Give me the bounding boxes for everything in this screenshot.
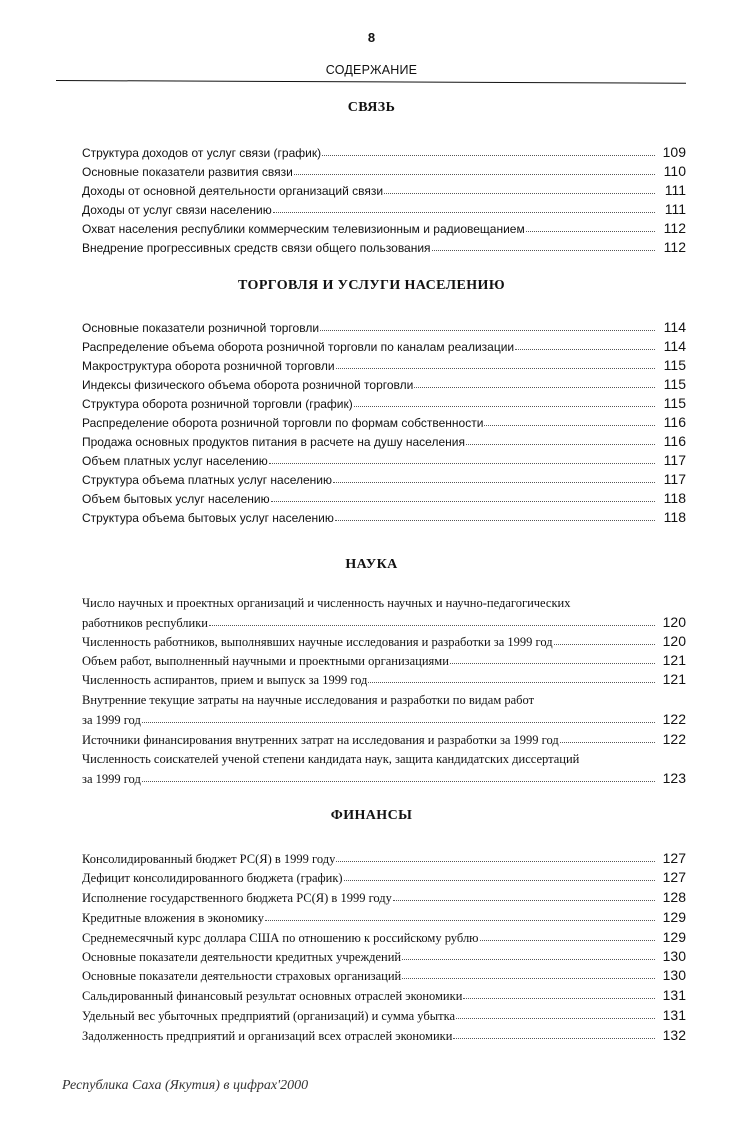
entry-page: 111: [664, 201, 686, 217]
section-title-nauka: НАУКА: [345, 557, 398, 572]
entry-label: Распределение оборота розничной торговли по формам собственности: [82, 416, 484, 430]
entry-label: Объем платных услуг населению: [82, 454, 268, 468]
toc-entry[interactable]: [82, 356, 686, 374]
leader-dots: [336, 368, 655, 369]
entry-label: Дефицит консолидированного бюджета (график): [82, 871, 343, 885]
entry-page: 117: [663, 452, 686, 468]
leader-dots: [456, 1018, 655, 1019]
toc-entry[interactable]: [82, 769, 686, 787]
leader-dots: [384, 193, 655, 194]
entry-label: Структура оборота розничной торговли (график): [82, 397, 353, 411]
entry-page: 112: [663, 239, 686, 255]
entry-page: 111: [664, 182, 686, 198]
toc-entry[interactable]: [82, 670, 686, 688]
entry-label: Доходы от услуг связи населению: [82, 203, 272, 217]
entry-label: Основные показатели деятельности страховых организаций: [82, 969, 402, 983]
toc-entry[interactable]: [82, 651, 686, 669]
toc-entry[interactable]: [82, 613, 686, 631]
page-number: 8: [367, 30, 376, 45]
entry-page: 117: [663, 471, 686, 487]
toc-entry[interactable]: [82, 868, 686, 886]
toc-entry[interactable]: [82, 1006, 686, 1024]
toc-entry[interactable]: [82, 337, 686, 355]
entry-page: 115: [663, 395, 686, 411]
leader-dots: [354, 406, 655, 407]
entry-label: Кредитные вложения в экономику: [82, 911, 264, 925]
toc-entry[interactable]: [82, 849, 686, 867]
entry-label: Сальдированный финансовый результат основных отраслей экономики: [82, 989, 463, 1003]
entry-label: Индексы физического объема оборота розничной торговли: [82, 378, 414, 392]
toc-entry[interactable]: [82, 219, 686, 237]
toc-entry[interactable]: [82, 451, 686, 469]
leader-dots: [554, 644, 655, 645]
entry-page: 116: [663, 414, 686, 430]
entry-page: 115: [663, 376, 686, 392]
toc-entry[interactable]: [82, 888, 686, 906]
toc-entry[interactable]: [82, 375, 686, 393]
entry-page: 130: [662, 948, 686, 964]
entry-label-line1: Численность соискателей ученой степени кандидата наук, защита кандидатских диссертаций: [82, 752, 580, 766]
entry-page: 121: [662, 652, 686, 668]
toc-entry[interactable]: [82, 986, 686, 1004]
leader-dots: [273, 212, 655, 213]
header-rule: [56, 80, 686, 84]
entry-page: 128: [662, 889, 686, 905]
leader-dots: [402, 959, 655, 960]
leader-dots: [333, 482, 655, 483]
toc-entry[interactable]: [82, 966, 686, 984]
entry-page: 110: [663, 163, 686, 179]
entry-page: 112: [663, 220, 686, 236]
toc-entry[interactable]: [82, 947, 686, 965]
toc-entry[interactable]: [82, 413, 686, 431]
entry-label: работников республики: [82, 616, 208, 630]
leader-dots: [515, 349, 655, 350]
toc-entry[interactable]: [82, 143, 686, 161]
entry-page: 120: [662, 614, 686, 630]
entry-page: 122: [662, 711, 686, 727]
entry-page: 131: [662, 987, 686, 1003]
entry-label: Структура объема бытовых услуг населению: [82, 511, 334, 525]
leader-dots: [450, 663, 655, 664]
toc-entry[interactable]: [82, 181, 686, 199]
entry-page: 115: [663, 357, 686, 373]
entry-label: Численность аспирантов, прием и выпуск за 1999 год: [82, 673, 368, 687]
leader-dots: [368, 682, 655, 683]
toc-entry[interactable]: [82, 632, 686, 650]
entry-page: 109: [662, 144, 686, 160]
leader-dots: [271, 501, 655, 502]
entry-page: 114: [663, 338, 686, 354]
toc-entry[interactable]: [82, 238, 686, 256]
entry-label: Численность работников, выполнявших научные исследования и разработки за 1999 год: [82, 635, 553, 649]
leader-dots: [336, 861, 655, 862]
entry-label: Охват населения республики коммерческим телевизионным и радиовещанием: [82, 222, 525, 236]
section-title-torgovlya: ТОРГОВЛЯ И УСЛУГИ НАСЕЛЕНИЮ: [238, 278, 505, 293]
entry-page: 118: [663, 509, 686, 525]
entry-label: Макроструктура оборота розничной торговли: [82, 359, 335, 373]
entry-label: Исполнение государственного бюджета РС(Я) в 1999 году: [82, 891, 392, 905]
toc-entry[interactable]: [82, 470, 686, 488]
entry-label: Консолидированный бюджет РС(Я) в 1999 году: [82, 852, 336, 866]
entry-page: 116: [663, 433, 686, 449]
leader-dots: [322, 155, 655, 156]
leader-dots: [560, 742, 655, 743]
toc-entry[interactable]: [82, 394, 686, 412]
entry-page: 120: [662, 633, 686, 649]
toc-entry[interactable]: [82, 432, 686, 450]
leader-dots: [466, 444, 655, 445]
entry-label: Распределение объема оборота розничной торговли по каналам реализации: [82, 340, 515, 354]
leader-dots: [344, 880, 655, 881]
toc-entry[interactable]: [82, 508, 686, 526]
entry-page: 131: [662, 1007, 686, 1023]
footer-publication-title: Республика Саха (Якутия) в цифрах'2000: [62, 1078, 309, 1093]
section-title-finansy: ФИНАНСЫ: [330, 808, 413, 823]
leader-dots: [142, 722, 655, 723]
entry-label: Среднемесячный курс доллара США по отношению к российскому рублю: [82, 931, 479, 945]
entry-label: Структура доходов от услуг связи (график): [82, 146, 322, 160]
entry-label: Доходы от основной деятельности организаций связи: [82, 184, 384, 198]
toc-entry[interactable]: [82, 318, 686, 336]
leader-dots: [265, 920, 655, 921]
entry-page: 129: [662, 909, 686, 925]
entry-label: Основные показатели розничной торговли: [82, 321, 320, 335]
leader-dots: [432, 250, 655, 251]
entry-page: 118: [663, 490, 686, 506]
leader-dots: [320, 330, 655, 331]
entry-label: Источники финансирования внутренних затрат на исследования и разработки за 1999 год: [82, 733, 559, 747]
leader-dots: [484, 425, 655, 426]
leader-dots: [393, 900, 655, 901]
entry-label: Удельный вес убыточных предприятий (организаций) и сумма убытка: [82, 1009, 456, 1023]
entry-label: Задолженность предприятий и организаций всех отраслей экономики: [82, 1029, 453, 1043]
toc-entry[interactable]: [82, 200, 686, 218]
entry-page: 132: [662, 1027, 686, 1043]
entry-label-line1: Внутренние текущие затраты на научные исследования и разработки по видам работ: [82, 693, 535, 707]
entry-label: за 1999 год: [82, 713, 141, 727]
entry-label: Объем бытовых услуг населению: [82, 492, 270, 506]
leader-dots: [335, 520, 655, 521]
leader-dots: [526, 231, 655, 232]
section-title-svyaz: СВЯЗЬ: [347, 100, 396, 115]
toc-entry[interactable]: [82, 489, 686, 507]
toc-entry[interactable]: [82, 1026, 686, 1044]
leader-dots: [209, 625, 655, 626]
entry-page: 123: [662, 770, 686, 786]
entry-label-line1: Число научных и проектных организаций и численность научных и научно-педагогических: [82, 596, 571, 610]
leader-dots: [269, 463, 655, 464]
leader-dots: [402, 978, 655, 979]
entry-page: 114: [663, 319, 686, 335]
entry-page: 129: [662, 929, 686, 945]
toc-entry[interactable]: [82, 908, 686, 926]
leader-dots: [414, 387, 655, 388]
entry-label: Структура объема платных услуг населению: [82, 473, 332, 487]
toc-entry[interactable]: [82, 162, 686, 180]
entry-label: Основные показатели деятельности кредитных учреждений: [82, 950, 402, 964]
entry-page: 121: [662, 671, 686, 687]
entry-label: Основные показатели развития связи: [82, 165, 293, 179]
entry-label: Внедрение прогрессивных средств связи общего пользования: [82, 241, 431, 255]
entry-page: 130: [662, 967, 686, 983]
leader-dots: [480, 940, 655, 941]
entry-label: за 1999 год: [82, 772, 141, 786]
leader-dots: [453, 1038, 655, 1039]
leader-dots: [142, 781, 655, 782]
toc-entry[interactable]: [82, 730, 686, 748]
entry-label: Объем работ, выполненный научными и проектными организациями: [82, 654, 449, 668]
leader-dots: [463, 998, 655, 999]
toc-entry[interactable]: [82, 710, 686, 728]
leader-dots: [294, 174, 655, 175]
toc-title: СОДЕРЖАНИЕ: [325, 63, 418, 77]
entry-page: 127: [662, 850, 686, 866]
entry-page: 122: [662, 731, 686, 747]
toc-entry[interactable]: [82, 928, 686, 946]
entry-page: 127: [662, 869, 686, 885]
entry-label: Продажа основных продуктов питания в расчете на душу населения: [82, 435, 465, 449]
